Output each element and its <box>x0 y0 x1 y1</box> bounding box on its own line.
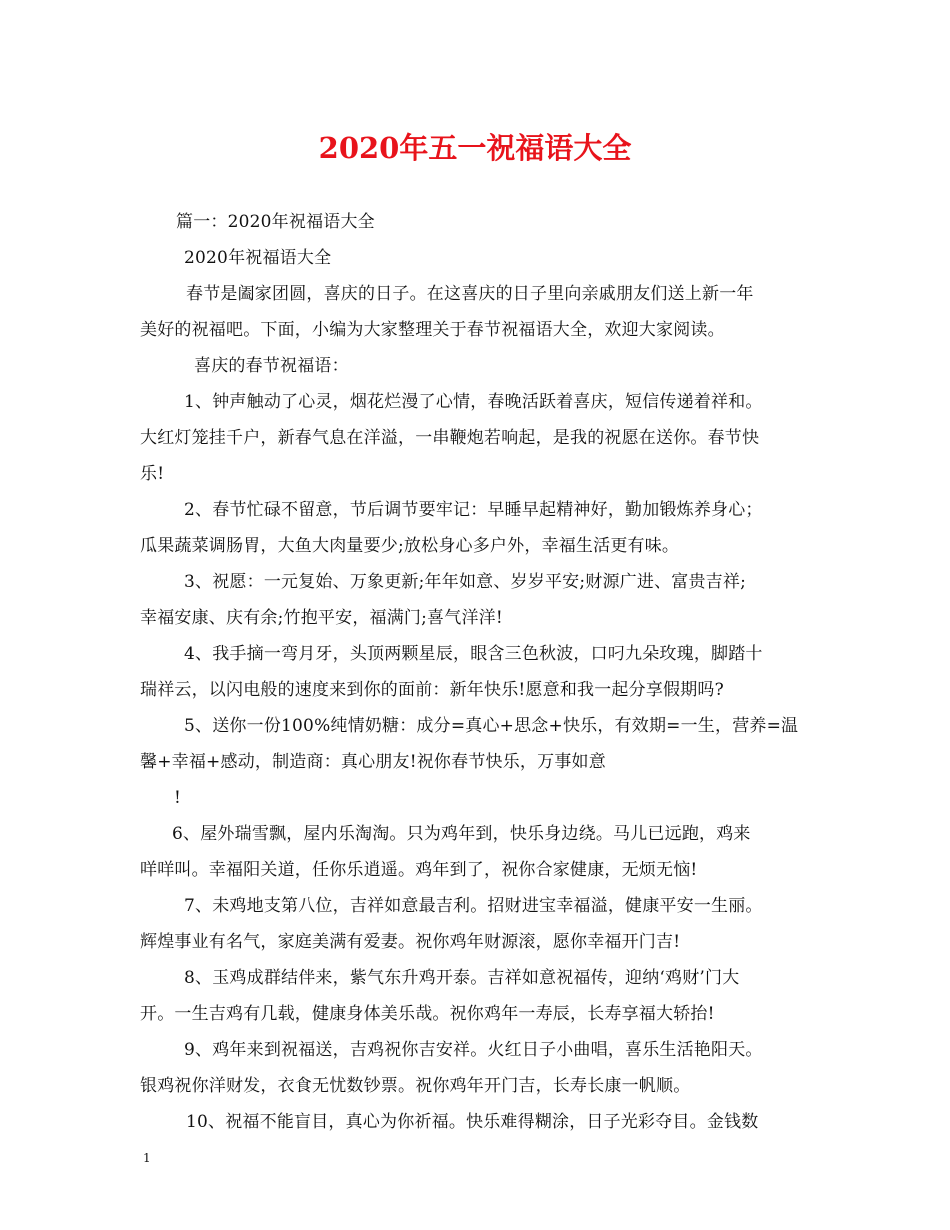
list-item-line: 开。一生吉鸡有几载，健康身体美乐哉。祝你鸡年一寿辰，长寿享福大轿抬! <box>140 1004 715 1024</box>
list-item-line: 2、春节忙碌不留意，节后调节要牢记：早睡早起精神好，勤加锻炼养身心； <box>184 500 763 520</box>
list-item-line: 幸福安康、庆有余;竹抱平安，福满门;喜气洋洋! <box>140 608 503 628</box>
list-item-line: 咩咩叫。幸福阳关道，任你乐逍遥。鸡年到了，祝你合家健康，无烦无恼! <box>140 860 698 880</box>
paragraph-line: 美好的祝福吧。下面，小编为大家整理关于春节祝福语大全，欢迎大家阅读。 <box>140 320 725 340</box>
list-item-line: 辉煌事业有名气，家庭美满有爱妻。祝你鸡年财源滚，愿你幸福开门吉! <box>140 932 681 952</box>
list-item-line: 6、屋外瑞雪飘，屋内乐淘淘。只为鸡年到，快乐身边绕。马儿已远跑，鸡来 <box>172 824 751 844</box>
list-item-line: 8、玉鸡成群结伴来，紫气东升鸡开泰。吉祥如意祝福传，迎纳‘鸡财’门大 <box>184 968 740 988</box>
subheading: 2020年祝福语大全 <box>184 248 332 268</box>
section-heading: 篇一：2020年祝福语大全 <box>176 212 375 232</box>
list-item-line: 4、我手摘一弯月牙，头顶两颗星辰，眼含三色秋波，口叼九朵玫瑰，脚踏十 <box>184 644 763 664</box>
list-item-line: 银鸡祝你洋财发，衣食无忧数钞票。祝你鸡年开门吉，长寿长康一帆顺。 <box>140 1076 691 1096</box>
list-item-line: 乐! <box>140 464 165 484</box>
paragraph-line: 春节是阖家团圆，喜庆的日子。在这喜庆的日子里向亲戚朋友们送上新一年 <box>186 284 754 304</box>
page-title: 2020年五一祝福语大全 <box>318 131 632 165</box>
list-item-line: 5、送你一份100%纯情奶糖：成分=真心+思念+快乐，有效期=一生，营养=温 <box>184 716 799 736</box>
list-item-line: 9、鸡年来到祝福送，吉鸡祝你吉安祥。火红日子小曲唱，喜乐生活艳阳天。 <box>184 1040 763 1060</box>
body-text <box>140 204 820 1140</box>
list-item-line: 馨+幸福+感动，制造商：真心朋友!祝你春节快乐，万事如意 <box>140 752 606 772</box>
list-item-line: 3、祝愿：一元复始、万象更新;年年如意、岁岁平安;财源广进、富贵吉祥; <box>184 572 746 592</box>
list-item-line: 瑞祥云，以闪电般的速度来到你的面前：新年快乐!愿意和我一起分享假期吗? <box>140 680 724 700</box>
list-item-line: 7、未鸡地支第八位，吉祥如意最吉利。招财进宝幸福溢，健康平安一生丽。 <box>184 896 763 916</box>
list-item-line: ! <box>174 788 182 808</box>
list-item-line: 瓜果蔬菜调肠胃，大鱼大肉量要少;放松身心多户外，幸福生活更有味。 <box>140 536 680 556</box>
list-item-line: 1、钟声触动了心灵，烟花烂漫了心情，春晚活跃着喜庆，短信传递着祥和。 <box>184 392 763 412</box>
page-number: 1 <box>143 1151 151 1165</box>
list-item-line: 大红灯笼挂千户，新春气息在洋溢，一串鞭炮若响起，是我的祝愿在送你。春节快 <box>140 428 760 448</box>
list-item-line: 10、祝福不能盲目，真心为你祈福。快乐难得糊涂，日子光彩夺目。金钱数 <box>186 1112 759 1132</box>
list-heading: 喜庆的春节祝福语： <box>194 356 349 376</box>
